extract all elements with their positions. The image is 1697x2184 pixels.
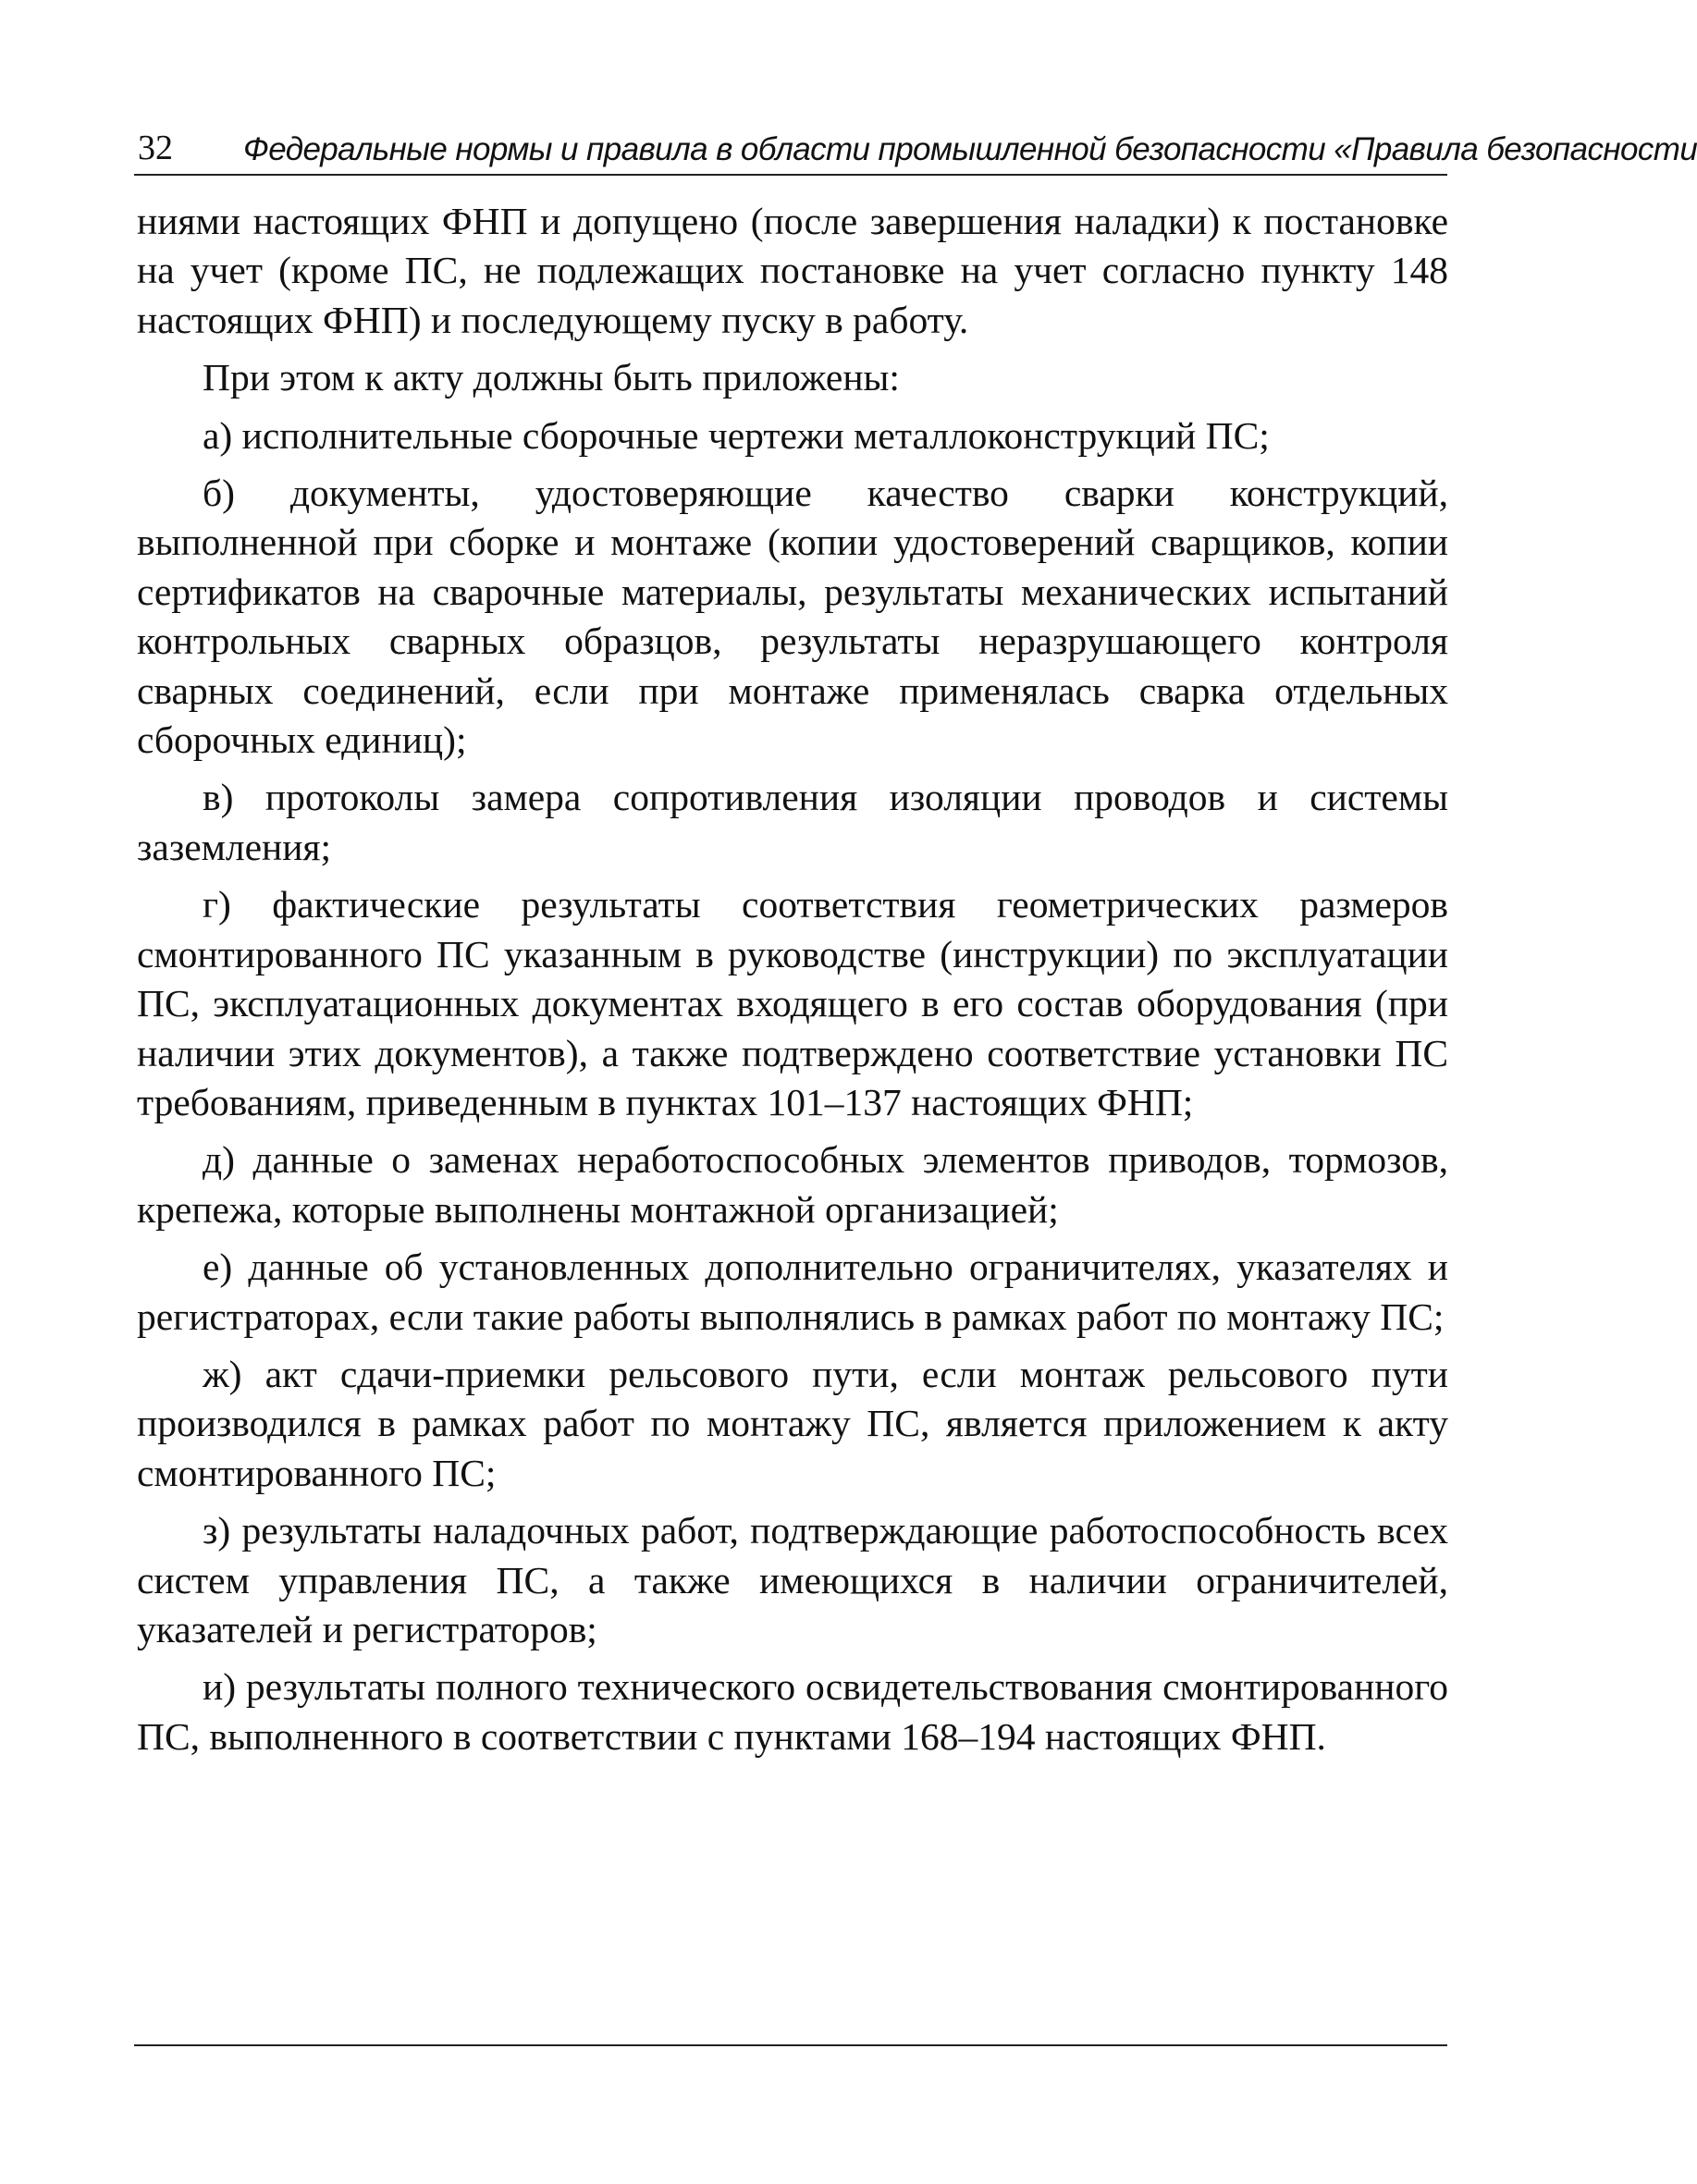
paragraph-intro: При этом к акту должны быть приложены: [203, 356, 900, 399]
list-item-a: а) исполнительные сборочные чертежи металлоконструкций ПС; [203, 413, 1270, 457]
list-item-e: е) данные об установленных дополнительно ограничителях, указателях и регистраторах, если такие работы выполнялись в рамках работ по монтажу ПС; [137, 1245, 1448, 1338]
running-header [134, 128, 1697, 176]
list-item-d: д) данные о заменах неработоспособных элементов приводов, тормозов, крепежа, которые выполнены монтажной организацией; [137, 1138, 1448, 1231]
list-item-b: б) документы, удостоверяющие качество сварки конструкций, выполненной при сборке и монтаже (копии удостоверений сварщиков, копии сертификатов на сварочные материалы, результаты механических испытаний контрольных сварных образцов, результаты неразрушающего контроля сварных соединений, если при монтаже применялась сварка отдельных сборочных единиц); [137, 472, 1448, 762]
paragraph-continuation: ниями настоящих ФНП и допущено (после завершения наладки) к постановке на учет (кроме ПС, не подлежащих постановке на учет согласно пункту 148 настоящих ФНП) и последующему пуску в работу. [137, 200, 1448, 341]
list-item-zh: ж) акт сдачи-приемки рельсового пути, если монтаж рельсового пути производился в рамках работ по монтажу ПС, является приложением к акту смонтированного ПС; [137, 1352, 1448, 1494]
running-header-title: Федеральные нормы и правила в области промышленной безопасности «Правила безопасности [243, 131, 1697, 167]
footer-divider [134, 2044, 1447, 2046]
list-item-g: г) фактические результаты соответствия геометрических размеров смонтированного ПС указанным в руководстве (инструкции) по эксплуатации ПС, эксплуатационных документах входящего в его состав оборудования (при наличии этих документов), а также подтверждено соответствие установки ПС требованиям, приведенным в пунктах 101–137 настоящих ФНП; [137, 883, 1448, 1123]
list-item-i: и) результаты полного технического освидетельствования смонтированного ПС, выполненного в соответствии с пунктами 168–194 настоящих ФНП. [137, 1665, 1448, 1758]
page-number: 32 [138, 129, 173, 167]
list-item-z: з) результаты наладочных работ, подтверждающие работоспособность всех систем управления ПС, а также имеющихся в наличии ограничителей, указателей и регистраторов; [137, 1509, 1448, 1650]
list-item-v: в) протоколы замера сопротивления изоляции проводов и системы заземления; [137, 776, 1448, 868]
document-body [137, 197, 1448, 1770]
